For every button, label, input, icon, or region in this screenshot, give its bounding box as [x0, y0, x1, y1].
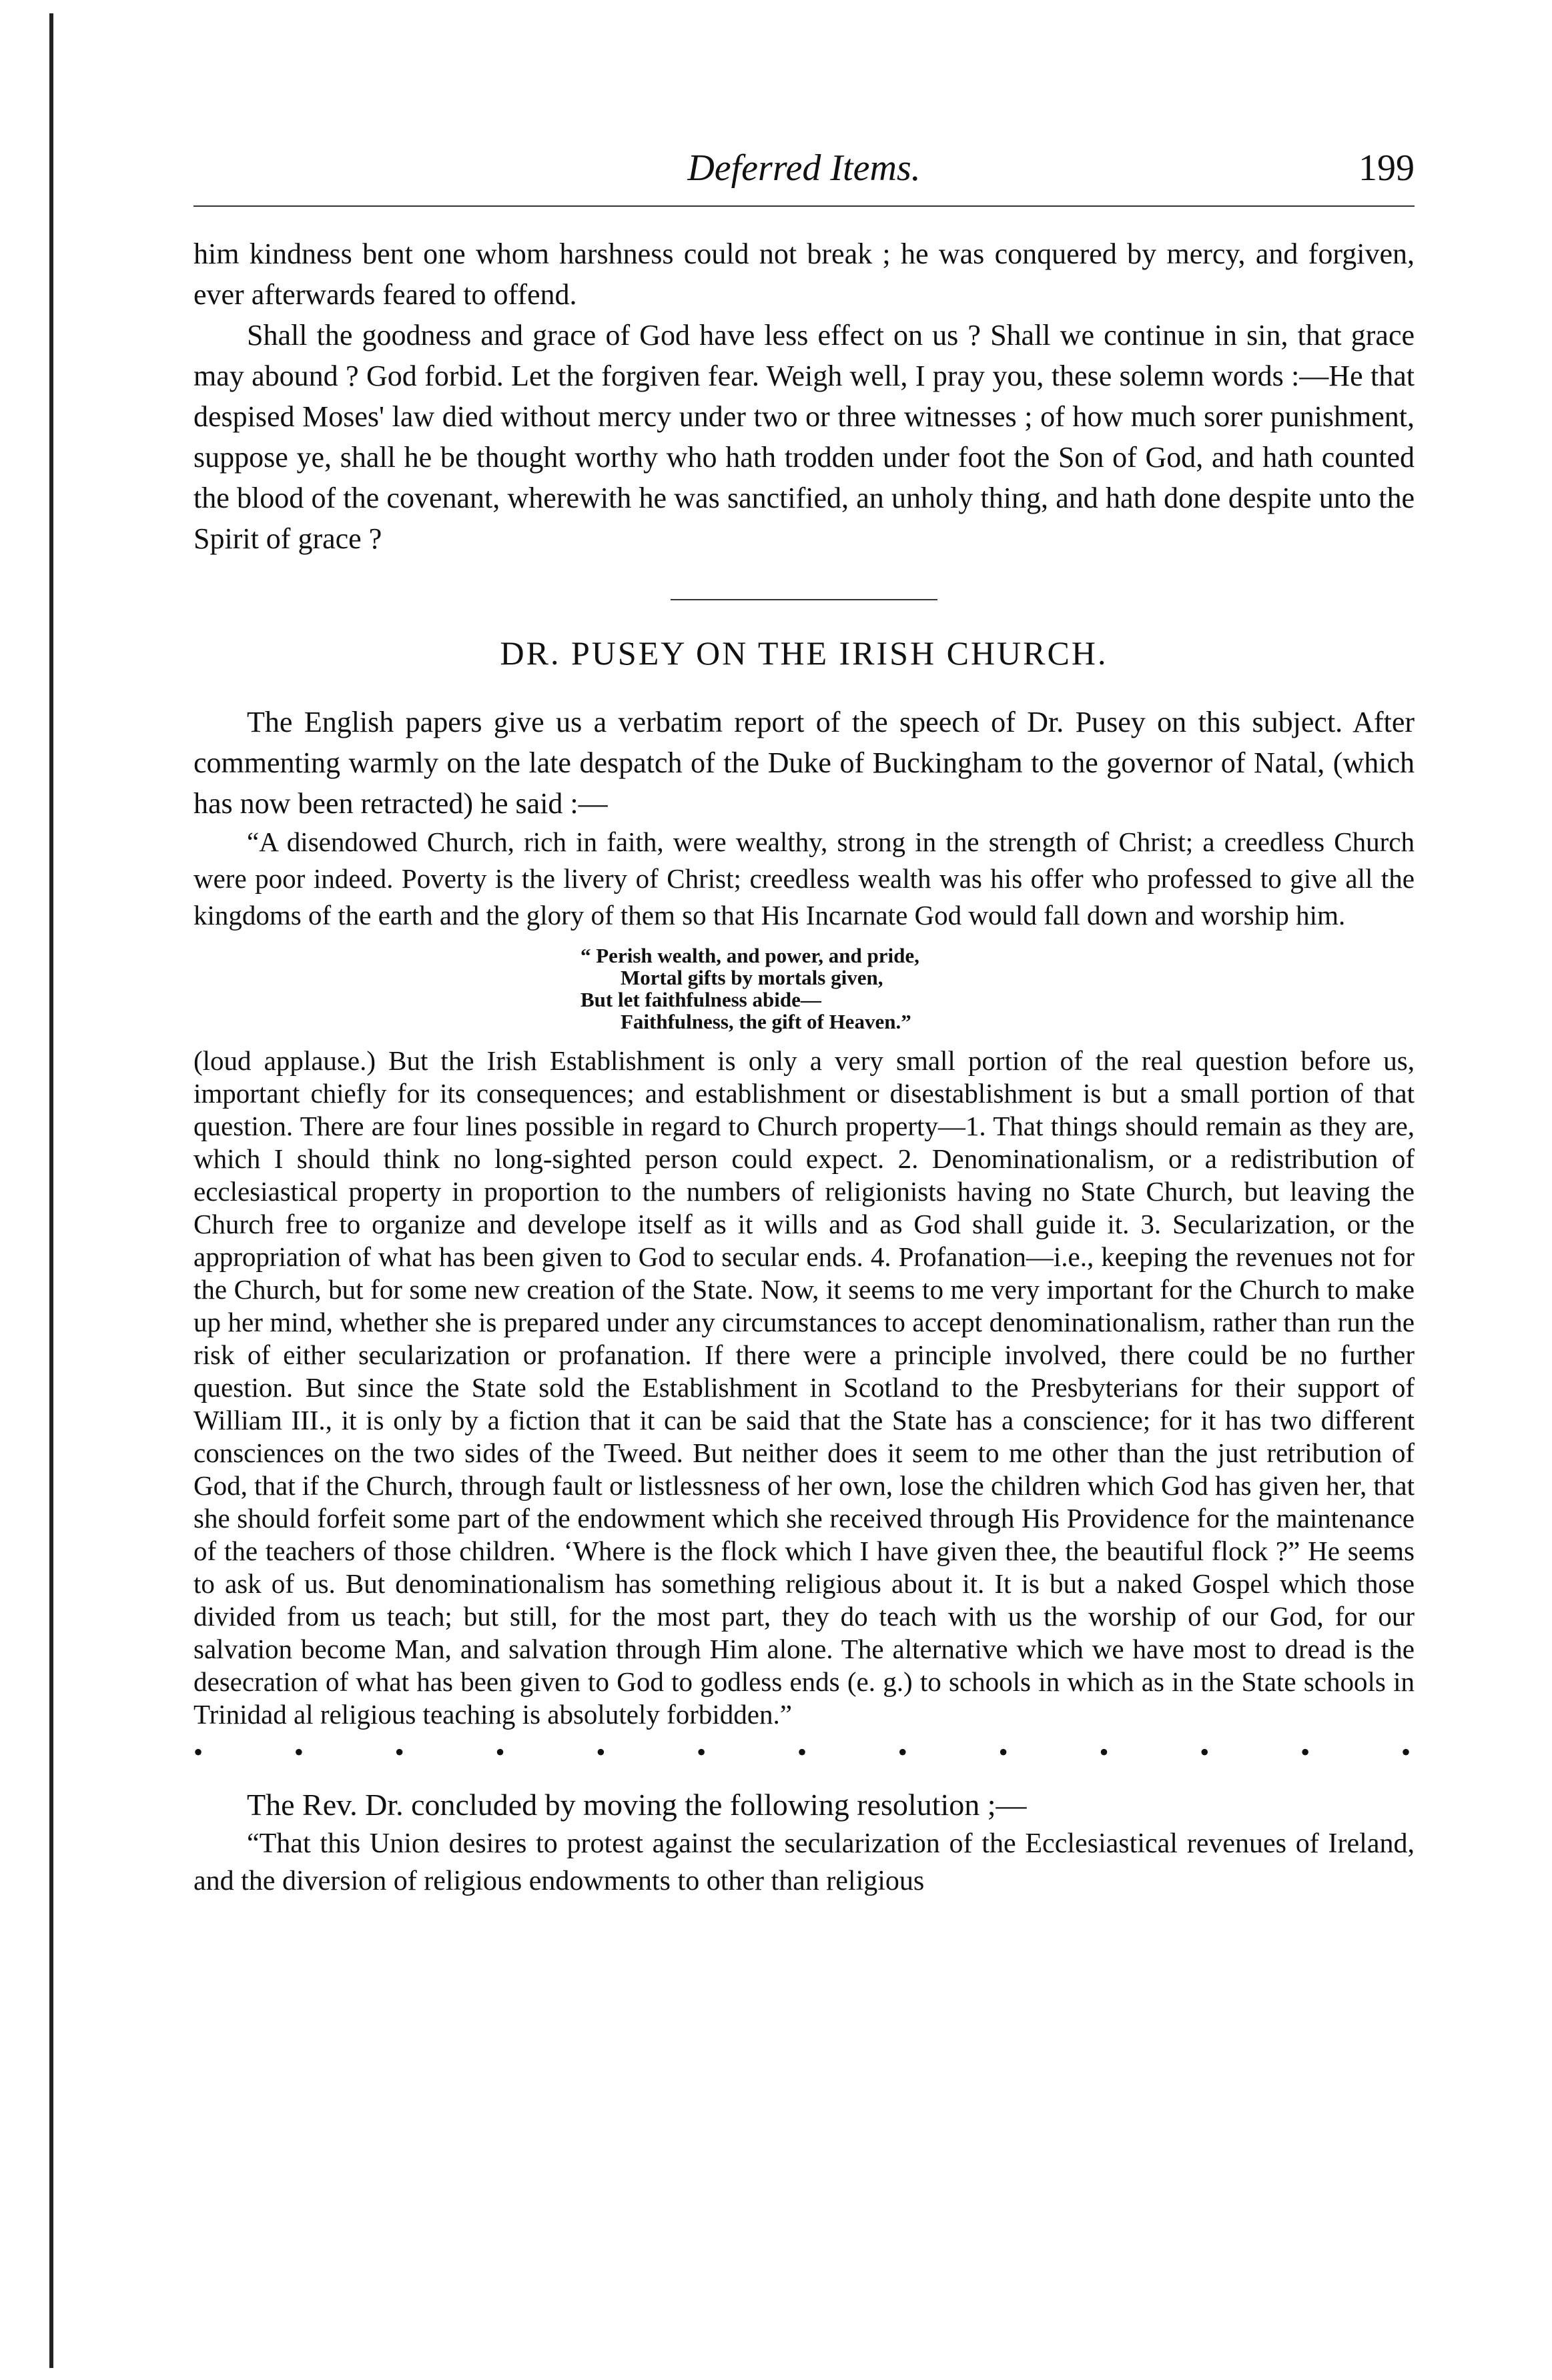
- article-intro: The English papers give us a verbatim report of the speech of Dr. Pusey on this subject. After commenting warmly on the late despatch of the Duke of Buckingham to the governor of Natal, (which has now been retracted) he said :—: [193, 706, 1415, 820]
- star: •: [193, 1737, 204, 1767]
- page-content: [193, 140, 1415, 1900]
- star: •: [394, 1737, 404, 1767]
- star: •: [697, 1737, 707, 1767]
- star: •: [495, 1737, 505, 1767]
- page-header: [193, 140, 1415, 200]
- star: •: [1200, 1737, 1210, 1767]
- speech-quote-opening: “A disendowed Church, rich in faith, were wealthy, strong in the strength of Christ; a creedless Church were poor indeed. Poverty is the livery of Christ; creedless wealth was his offer who professed to give all the kingdoms of the earth and the glory of them so that His Incarnate God would fall down and worship him.: [193, 826, 1415, 931]
- section-divider: [671, 599, 937, 600]
- header-rule: [193, 205, 1415, 207]
- verse-line: “ Perish wealth, and power, and pride,: [580, 944, 919, 967]
- binding-edge-rule: [49, 13, 53, 2368]
- star: •: [294, 1737, 304, 1767]
- page-number: 199: [1359, 147, 1415, 189]
- resolution-text: “That this Union desires to protest against the secularization of the Ecclesiastical revenues of Ireland, and the diversion of religious endowments to other than religious: [193, 1828, 1415, 1896]
- star: •: [1401, 1737, 1411, 1767]
- concluding-line: The Rev. Dr. concluded by moving the following resolution ;—: [247, 1788, 1027, 1822]
- ellipsis-stars: [193, 1736, 1415, 1768]
- star: •: [1300, 1737, 1310, 1767]
- speech-body: (loud applause.) But the Irish Establishment is only a very small portion of the real question before us, important chiefly for its consequences; and establishment or disestablishment is but a small portion of that question. There are four lines possible in regard to Church property—1. That things should remain as they are, which I should think no long-sighted person could expect. 2. Denominationalism, or a redistribution of ecclesiastical property in proportion to the numbers of religionists having no State Church, but leaving the Church free to organize and develope itself as it wills and as God shall guide it. 3. Secularization, or the appropriation of what has been given to God to secular ends. 4. Profanation—i.e., keeping the revenues not for the Church, but for some new creation of the State. Now, it seems to me very important for the Church to make up her mind, whether she is prepared under any circumstances to accept denominationalism, rather than run the risk of either secularization or profanation. If there were a principle involved, there could be no further question. But since the State sold the Establishment in Scotland to the Presbyterians for their support of William III., it is only by a fiction that it can be said that the State has a conscience; for it has two different consciences on the two sides of the Tweed. But neither does it seem to me other than the just retribution of God, that if the Church, through fault or listlessness of her own, lose the children which God has given her, that she should forfeit some part of the endowment which she received through His Providence for the maintenance of the teachers of those children. ‘Where is the flock which I have given thee, the beautiful flock ?” He seems to ask of us. But denominationalism has something religious about it. It is but a naked Gospel which those divided from us teach; but still, for the most part, they do teach with us the worship of our God, for our salvation become Man, and salvation through Him alone. The alternative which we have most to dread is the desecration of what has been given to God to godless ends (e. g.) to schools in which as in the State schools in Trinidad al religious teaching is absolutely forbidden.”: [193, 1045, 1415, 1730]
- star: •: [897, 1737, 907, 1767]
- paragraph-exhortation: Shall the goodness and grace of God have less effect on us ? Shall we continue in sin, that grace may abound ? God forbid. Let the forgiven fear. Weigh well, I pray you, these solemn words :—He that despised Moses' law died without mercy under two or three witnesses ; of how much sorer punishment, suppose ye, shall he be thought worthy who hath trodden under foot the Son of God, and hath counted the blood of the covenant, wherewith he was sanctified, an unholy thing, and hath done despite unto the Spirit of grace ?: [193, 319, 1415, 555]
- paragraph-continuation: him kindness bent one whom harshness could not break ; he was conquered by mercy, and forgiven, ever afterwards feared to offend.: [193, 237, 1415, 311]
- star: •: [1099, 1737, 1109, 1767]
- star: •: [596, 1737, 606, 1767]
- star: •: [998, 1737, 1008, 1767]
- running-head: Deferred Items.: [687, 147, 921, 189]
- verse-line: Faithfulness, the gift of Heaven.”: [621, 1010, 911, 1033]
- verse-line: But let faithfulness abide—: [580, 988, 821, 1011]
- verse-line: Mortal gifts by mortals given,: [621, 966, 883, 989]
- section-title: DR. PUSEY ON THE IRISH CHURCH.: [500, 634, 1108, 672]
- star: •: [797, 1737, 807, 1767]
- verse-quotation: [580, 945, 1415, 1033]
